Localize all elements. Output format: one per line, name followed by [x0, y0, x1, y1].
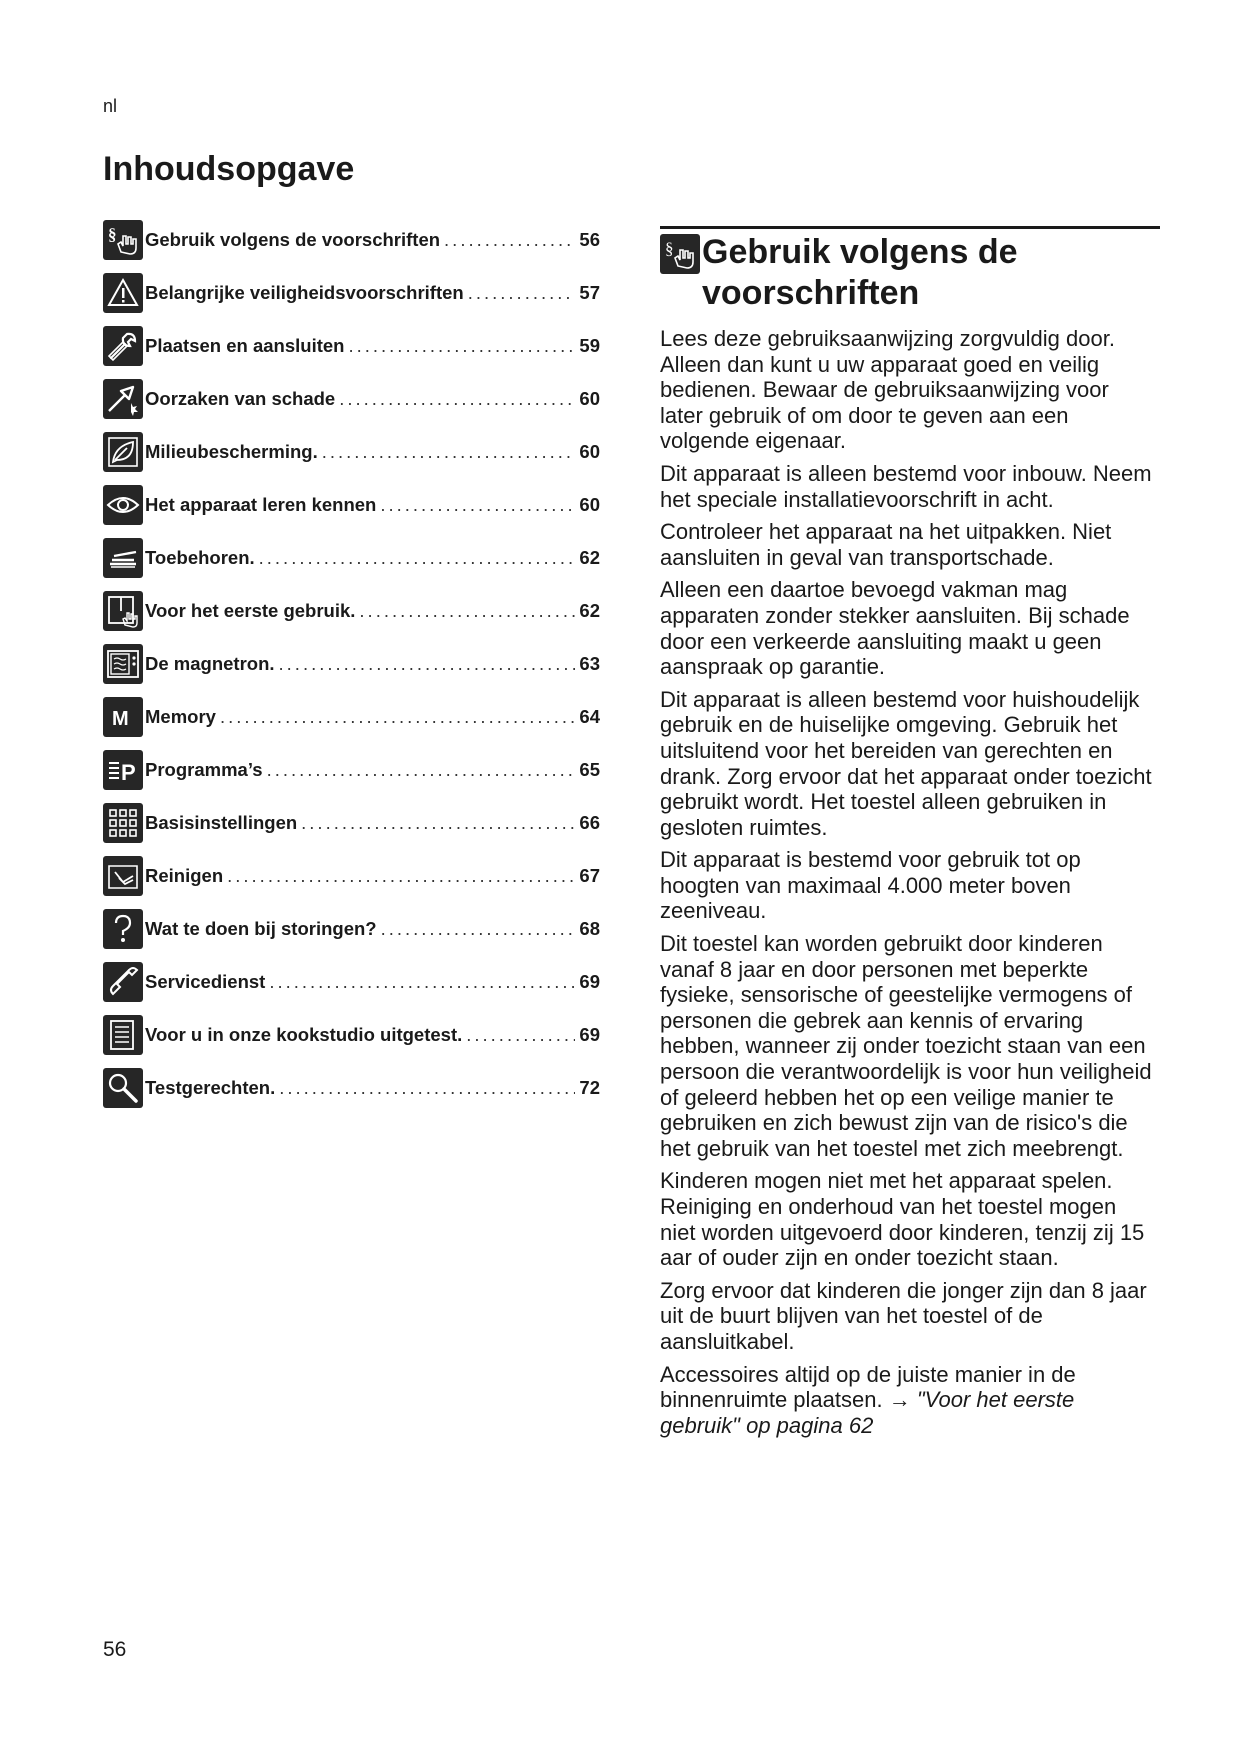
toc-label: Voor u in onze kookstudio uitgetest.: [145, 1023, 463, 1045]
paragraph: Zorg ervoor dat kinderen die jonger zijn dan 8 jaar uit de buurt blijven van het toestel of de aansluitkabel.: [660, 1277, 1147, 1354]
toc-title: Inhoudsopgave: [103, 150, 355, 188]
toc-item[interactable]: [103, 1008, 600, 1061]
toc-page-number: 72: [579, 1076, 600, 1098]
toc-page-number: 59: [579, 334, 600, 356]
toc-leader: [279, 653, 576, 675]
leaf-icon: [103, 432, 143, 472]
toc-item[interactable]: [103, 743, 600, 796]
svg-text:§: §: [665, 239, 674, 258]
toc-leader: [279, 1077, 575, 1099]
toc-page-number: 60: [579, 387, 600, 409]
toc-item[interactable]: [103, 637, 600, 690]
language-code: nl: [103, 96, 118, 116]
toc-label: Voor het eerste gebruik.: [145, 599, 356, 621]
toc-page-number: 56: [579, 228, 600, 250]
toc-item[interactable]: [103, 478, 600, 531]
toc-label: Belangrijke veiligheidsvoorschriften: [145, 281, 464, 303]
paragraph: Dit apparaat is bestemd voor gebruik tot op hoogten van maximaal 4.000 meter boven zeeniveau.: [660, 847, 1081, 924]
grid-icon: [103, 803, 143, 843]
toc-label: Gebruik volgens de voorschriften: [145, 228, 441, 250]
toc-item[interactable]: [103, 213, 600, 266]
paragraph: Alleen een daartoe bevoegd vakman mag apparaten zonder stekker aansluiten. Bij schade door een verkeerde aansluiting maakt u geen aanspraak op garantie.: [660, 577, 1130, 680]
toc-page-number: 62: [579, 599, 600, 621]
toc-page-number: 69: [579, 970, 600, 992]
toc-item[interactable]: [103, 266, 600, 319]
toc-leader: [227, 865, 575, 887]
svg-text:P: P: [121, 759, 136, 785]
toc-item[interactable]: [103, 955, 600, 1008]
section-body: [660, 326, 1155, 1445]
section-divider: [660, 226, 1160, 229]
toc-item[interactable]: [103, 425, 600, 478]
question-icon: [103, 909, 143, 949]
toc-item[interactable]: [103, 796, 600, 849]
cleaning-icon: [103, 856, 143, 896]
paragraph-text: Accessoires altijd op de juiste manier in de binnenruimte plaatsen.: [660, 1361, 1076, 1413]
damage-icon: [103, 379, 143, 419]
first-use-icon: [103, 591, 143, 631]
toc-leader: [444, 229, 575, 251]
toc-page-number: 68: [579, 917, 600, 939]
paragraph: Dit apparaat is alleen bestemd voor inbouw. Neem het speciale installatievoorschrift in acht.: [660, 460, 1152, 512]
phone-icon: [103, 962, 143, 1002]
eye-icon: [103, 485, 143, 525]
toc-item[interactable]: [103, 690, 600, 743]
toc-label: Plaatsen en aansluiten: [145, 334, 345, 356]
toc-label: Oorzaken van schade: [145, 387, 336, 409]
section-title: Gebruik volgens de voorschriften: [702, 233, 1018, 312]
toc-label: Toebehoren.: [145, 546, 255, 568]
toc-page-number: 60: [579, 493, 600, 515]
toc-leader: [267, 759, 576, 781]
toc-leader: [339, 388, 575, 410]
toc-page-number: 69: [579, 1023, 600, 1045]
toc-page-number: 65: [579, 758, 600, 780]
paragraph-with-reference: [660, 1362, 1155, 1439]
svg-text:§: §: [108, 224, 117, 244]
toc-item[interactable]: [103, 1061, 600, 1114]
paragraph: Dit apparaat is alleen bestemd voor huishoudelijk gebruik en de huiselijke omgeving. Gebruik het uitsluitend voor het bereiden van gerechten en drank. Zorg ervoor dat het apparaat onder toezicht gebruikt wordt. Het toestel alleen gebruiken in gesloten ruimtes.: [660, 686, 1152, 840]
section-hand-icon: [103, 220, 143, 260]
toc-page-number: 60: [579, 440, 600, 462]
paragraph: Lees deze gebruiksaanwijzing zorgvuldig door. Alleen dan kunt u uw apparaat goed en veilig bedienen. Bewaar de gebruiksaanwijzing voor later gebruik of om door te geven aan een volgende eigenaar.: [660, 326, 1115, 454]
toc-label: Memory: [145, 705, 216, 727]
toc-label: Basisinstellingen: [145, 811, 298, 833]
toc-leader: [269, 971, 575, 993]
document-icon: [103, 1015, 143, 1055]
memory-icon: [103, 697, 143, 737]
microwave-icon: [103, 644, 143, 684]
toc-page-number: 63: [579, 652, 600, 674]
toc-leader: [348, 335, 575, 357]
paragraph: Controleer het apparaat na het uitpakken. Niet aansluiten in geval van transportschade.: [660, 519, 1112, 570]
toc-label: Programma’s: [145, 758, 263, 780]
svg-text:M: M: [112, 707, 129, 730]
warning-icon: [103, 273, 143, 313]
section-hand-icon: [660, 234, 700, 274]
toc-item[interactable]: [103, 372, 600, 425]
toc-leader: [466, 1024, 575, 1046]
programme-icon: [103, 750, 143, 790]
toc-item[interactable]: [103, 584, 600, 637]
toc-leader: [301, 812, 575, 834]
toc-item[interactable]: [103, 531, 600, 584]
table-of-contents: [103, 213, 600, 1114]
accessory-icon: [103, 538, 143, 578]
toc-label: Milieubescherming.: [145, 440, 318, 462]
toc-leader: [220, 706, 575, 728]
paragraph: Kinderen mogen niet met het apparaat spelen. Reiniging en onderhoud van het toestel mogen niet worden uitgevoerd door kinderen, tenzij zij 15 aar of ouder zijn en onder toezicht staan.: [660, 1168, 1145, 1271]
toc-label: De magnetron.: [145, 652, 275, 674]
toc-page-number: 64: [579, 705, 600, 727]
toc-leader: [468, 282, 576, 304]
section-header: [660, 232, 1160, 314]
toc-page-number: 62: [579, 546, 600, 568]
toc-label: Testgerechten.: [145, 1076, 276, 1098]
page-reference-link[interactable]: "Voor het eerste gebruik" op pagina 62: [660, 1387, 1075, 1438]
toc-label: Wat te doen bij storingen?: [145, 917, 377, 939]
toc-page-number: 67: [579, 864, 600, 886]
magnifier-icon: [103, 1068, 143, 1108]
toc-label: Reinigen: [145, 864, 224, 886]
toc-label: Het apparaat leren kennen: [145, 493, 377, 515]
toc-item[interactable]: [103, 319, 600, 372]
toc-leader: [322, 441, 576, 463]
toc-page-number: 57: [579, 281, 600, 303]
arrow-icon: →: [888, 1387, 911, 1413]
wrench-icon: [103, 326, 143, 366]
toc-page-number: 66: [579, 811, 600, 833]
page-number: 56: [103, 1638, 127, 1661]
paragraph: Dit toestel kan worden gebruikt door kinderen vanaf 8 jaar en door personen met beperkte fysieke, sensorische of geestelijke vermogens of personen die gebrek aan kennis of ervaring hebben, wanneer zij onder toezicht staan van een persoon die verantwoordelijk is voor hun veiligheid of geleerd hebben het op een veilige manier te gebruiken en zich bewust zijn van de risico's die het gebruik van het toestel met zich meebrengt.: [660, 931, 1152, 1161]
toc-label: Servicedienst: [145, 970, 266, 992]
toc-leader: [380, 494, 575, 516]
toc-item[interactable]: [103, 849, 600, 902]
toc-leader: [359, 600, 575, 622]
toc-leader: [381, 918, 576, 940]
toc-item[interactable]: [103, 902, 600, 955]
toc-leader: [259, 547, 576, 569]
